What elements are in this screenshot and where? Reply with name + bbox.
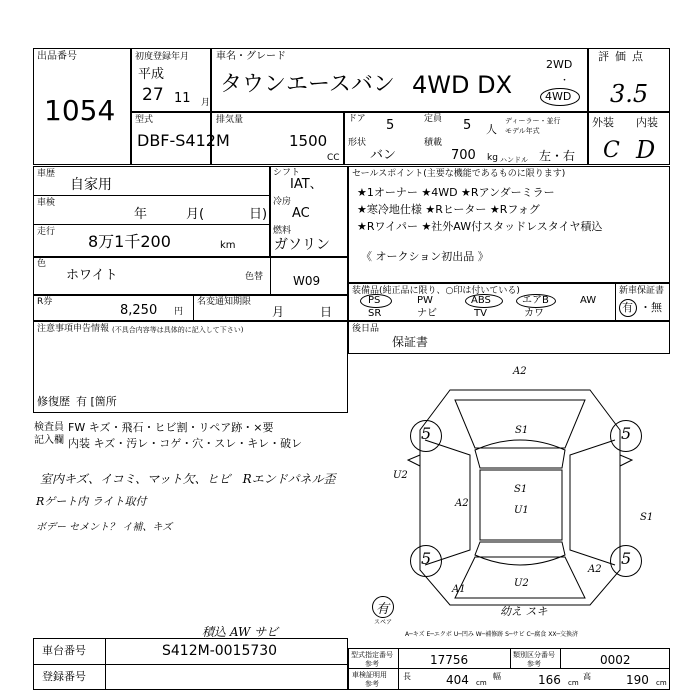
doors-value: 5 bbox=[386, 118, 395, 133]
divider bbox=[193, 295, 194, 321]
body-label: 形状 bbox=[348, 138, 367, 148]
drive-dot: ・ bbox=[560, 76, 570, 86]
mark-rear-left: A1 bbox=[452, 584, 466, 595]
inspector-ext-line: FW キズ・飛石・ヒビ割・リペア跡・×要 bbox=[68, 421, 274, 434]
length-label: 長 bbox=[403, 672, 411, 681]
color-value: ホワイト bbox=[66, 268, 118, 283]
displacement-label: 排気量 bbox=[216, 115, 244, 125]
size-ref: 参考 bbox=[365, 680, 379, 688]
load-unit: kg bbox=[487, 153, 498, 163]
shift-label: シフト bbox=[273, 168, 301, 178]
repair-value: 有 [箇所 bbox=[76, 395, 117, 408]
width-label: 幅 bbox=[493, 672, 501, 681]
era: 平成 bbox=[138, 67, 165, 82]
body-value: バン bbox=[370, 148, 397, 163]
eq-airbag: エアB bbox=[522, 295, 549, 306]
color-no-label: 色替 bbox=[245, 272, 264, 282]
class-value: 0002 bbox=[600, 653, 631, 667]
reg-month: 11 bbox=[174, 91, 191, 106]
grade: 4WD DX bbox=[412, 71, 513, 99]
length-cm: cm bbox=[476, 679, 487, 687]
eq-sr: SR bbox=[368, 308, 382, 319]
sales-label: セールスポイント(主要な機能であるものに限ります) bbox=[352, 169, 566, 179]
divider bbox=[398, 648, 399, 690]
inspector-label-2: 記入欄 bbox=[34, 435, 64, 446]
chassis-value: S412M-0015730 bbox=[162, 643, 278, 659]
capacity-unit: 人 bbox=[486, 123, 497, 136]
eq-tv: TV bbox=[474, 308, 487, 319]
notes-label: 注意事項申告情報 bbox=[37, 324, 110, 334]
color-no-value: W09 bbox=[293, 274, 321, 288]
new-warranty-label: 新車保証書 bbox=[619, 286, 665, 296]
repair-label: 修復歴 bbox=[37, 395, 70, 408]
size-label: 車検証明用 bbox=[352, 671, 387, 679]
eq-leather: カワ bbox=[524, 308, 544, 319]
right-side bbox=[570, 440, 615, 565]
front-windshield bbox=[475, 440, 565, 468]
bottom-note: 積込 AW サビ bbox=[202, 625, 279, 639]
handle-label: ハンドル bbox=[500, 156, 528, 164]
spare-label: スペア bbox=[374, 619, 393, 626]
length-value: 404 bbox=[446, 673, 469, 687]
divider bbox=[348, 668, 670, 669]
door-label: ドア bbox=[348, 114, 366, 124]
interior-grade: D bbox=[636, 136, 656, 164]
eq-aw: AW bbox=[580, 295, 597, 306]
ac-label: 冷房 bbox=[273, 197, 292, 207]
left-mirror bbox=[408, 455, 420, 466]
width-value: 166 bbox=[538, 673, 561, 687]
divider bbox=[270, 257, 271, 295]
tire-fr-value: 5 bbox=[621, 424, 632, 443]
legend: A─キズ E─エクボ U─凹み W─補修跡 S─サビ C─腐食 XX─交換済 bbox=[405, 631, 579, 638]
mileage-value: 8万1千200 bbox=[88, 232, 171, 251]
score-label: 評価点 bbox=[598, 50, 649, 63]
tire-rl-value: 5 bbox=[421, 549, 432, 568]
height-cm: cm bbox=[656, 679, 667, 687]
mark-left-door: A2 bbox=[455, 498, 469, 509]
rear-windshield bbox=[475, 542, 565, 565]
designation-value: 17756 bbox=[430, 653, 469, 667]
lot-label: 出品番号 bbox=[37, 51, 77, 62]
model-label: 型式 bbox=[135, 115, 154, 125]
first-reg-label: 初度登録年月 bbox=[135, 52, 190, 62]
lot-number: 1054 bbox=[44, 94, 116, 127]
km-label: km bbox=[220, 240, 236, 251]
after-value: 保証書 bbox=[392, 335, 429, 349]
mark-roof-1: S1 bbox=[514, 484, 528, 495]
interior-label: 内装 bbox=[636, 116, 658, 129]
recycle-unit: 円 bbox=[174, 307, 184, 317]
mark-trunk: U2 bbox=[514, 578, 529, 589]
drive-2wd: 2WD bbox=[546, 58, 573, 71]
capacity-label: 定員 bbox=[424, 114, 443, 124]
recycle-box bbox=[33, 295, 348, 321]
height-value: 190 bbox=[626, 673, 649, 687]
tire-rr-value: 5 bbox=[621, 549, 632, 568]
exterior-grade: C bbox=[603, 138, 620, 163]
recycle-value: 8,250 bbox=[120, 303, 158, 318]
class-ref: 参考 bbox=[527, 660, 541, 668]
score-value: 3.5 bbox=[610, 80, 649, 108]
displacement-value: 1500 bbox=[289, 132, 328, 150]
width-cm: cm bbox=[568, 679, 579, 687]
designation-label: 型式指定番号 bbox=[351, 651, 393, 659]
hood bbox=[455, 400, 585, 448]
mark-rear-right: A2 bbox=[588, 564, 602, 575]
eq-navi: ナビ bbox=[417, 308, 437, 319]
rear-note: 幼え スキ bbox=[500, 605, 548, 618]
divider bbox=[33, 195, 270, 196]
eq-ps: PS bbox=[368, 295, 381, 306]
reg-year: 27 bbox=[142, 85, 164, 105]
designation-ref: 参考 bbox=[365, 660, 379, 668]
history-label: 車歴 bbox=[37, 169, 56, 179]
drive-4wd: 4WD bbox=[545, 90, 572, 103]
recycle-label: R券 bbox=[37, 297, 53, 307]
inspection-day: 日) bbox=[249, 207, 268, 222]
inspection-label: 車検 bbox=[37, 198, 56, 208]
fuel-label: 燃料 bbox=[273, 226, 292, 236]
equipment-label: 装備品(純正品に限り、○印は付いている) bbox=[352, 286, 520, 296]
eq-abs: ABS bbox=[471, 295, 491, 306]
car-diagram bbox=[380, 360, 680, 620]
inspector-int-line: 内装 キズ・汚レ・コゲ・穴・スレ・キレ・破レ bbox=[68, 437, 303, 450]
handle-value: 左・右 bbox=[539, 149, 576, 163]
dealer-label: ディーラー・並行 bbox=[505, 117, 561, 125]
height-label: 高 bbox=[583, 672, 591, 681]
sales-line-1: ★1オーナー ★4WD ★Rアンダーミラー bbox=[357, 186, 555, 199]
spare-mark: 有 bbox=[376, 602, 390, 617]
fuel-value: ガソリン bbox=[274, 237, 330, 253]
color-label: 色 bbox=[37, 259, 47, 269]
divider bbox=[615, 283, 616, 321]
tire-fl-value: 5 bbox=[421, 424, 432, 443]
sales-line-3: ★Rワイパー ★社外AW付スタッドレスタイヤ積込 bbox=[357, 220, 603, 233]
chassis-label: 車台番号 bbox=[42, 644, 86, 657]
load-label: 積載 bbox=[424, 138, 443, 148]
eq-pw: PW bbox=[417, 295, 433, 306]
model-year-label: モデル年式 bbox=[505, 127, 540, 135]
class-label: 類別区分番号 bbox=[513, 651, 555, 659]
inspection-year: 年 bbox=[134, 207, 148, 222]
ac-value: AC bbox=[292, 206, 310, 221]
reg-label: 登録番号 bbox=[42, 670, 86, 683]
mark-right: S1 bbox=[640, 512, 654, 523]
cc-label: CC bbox=[327, 153, 340, 163]
divider bbox=[33, 224, 270, 225]
reg-month-unit: 月 bbox=[201, 98, 211, 108]
mark-front: A2 bbox=[513, 366, 527, 377]
name-grade-label: 車名・グレード bbox=[216, 51, 286, 62]
divider bbox=[560, 648, 561, 668]
inspector-label-1: 検査員 bbox=[34, 422, 64, 433]
name-change-day: 日 bbox=[320, 305, 333, 319]
name-change-month: 月 bbox=[272, 305, 285, 319]
warranty-no: ・無 bbox=[640, 301, 662, 314]
divider bbox=[33, 664, 348, 665]
history-value: 自家用 bbox=[70, 177, 112, 193]
inspection-month: 月( bbox=[186, 207, 205, 222]
handwritten-note-3: ボデー セメント？ イ補、キズ bbox=[36, 522, 173, 533]
mileage-label: 走行 bbox=[37, 227, 56, 237]
mark-hood: S1 bbox=[515, 425, 529, 436]
warranty-yes: 有 bbox=[622, 301, 633, 314]
exterior-label: 外装 bbox=[592, 116, 614, 129]
model-value: DBF-S412M bbox=[137, 131, 230, 150]
sales-line-2: ★寒冷地仕様 ★Rヒーター ★Rフォグ bbox=[357, 203, 540, 216]
capacity-value: 5 bbox=[463, 118, 472, 133]
notes-sub: (不具合内容等は具体的に記入して下さい) bbox=[112, 326, 244, 334]
handwritten-note-1: 室内キズ、イコミ、マット欠、ヒビ Rエンドパネル歪 bbox=[40, 472, 336, 486]
divider bbox=[510, 648, 511, 668]
handwritten-note-2: Rゲート内 ライト取付 bbox=[36, 495, 147, 508]
divider bbox=[105, 638, 106, 690]
first-listing: 《 オークション初出品 》 bbox=[361, 250, 489, 263]
right-mirror bbox=[620, 455, 632, 466]
mark-roof-2: U1 bbox=[514, 505, 529, 516]
after-label: 後日品 bbox=[352, 324, 380, 334]
shift-value: IAT、 bbox=[290, 177, 323, 192]
mark-left: U2 bbox=[393, 470, 408, 481]
car-name: タウンエースバン bbox=[220, 72, 395, 97]
name-change-label: 名変通知期限 bbox=[197, 297, 252, 307]
load-value: 700 bbox=[451, 148, 476, 163]
